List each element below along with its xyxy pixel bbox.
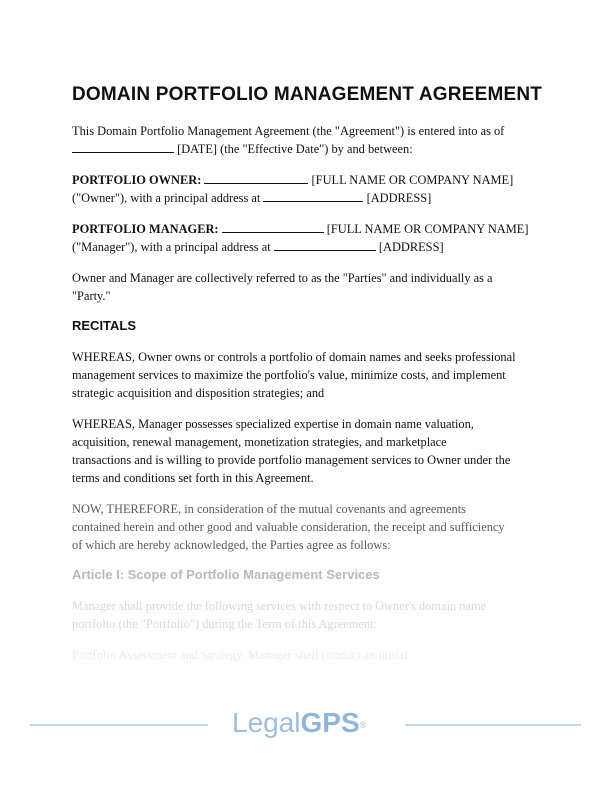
whereas2-line: WHEREAS, Manager possesses specialized expertise in domain name valuation, (72, 417, 474, 431)
whereas2-line: terms and conditions set forth in this Agreement. (72, 471, 314, 485)
document-body (72, 83, 550, 664)
parties-paragraph (72, 269, 550, 305)
parties-line-2: "Party." (72, 289, 111, 303)
manager-name-hint: [FULL NAME OR COMPANY NAME] (326, 222, 529, 236)
document-title: DOMAIN PORTFOLIO MANAGEMENT AGREEMENT (72, 84, 543, 105)
parties-line-1: Owner and Manager are collectively referred to as the "Parties" and individually as a (72, 271, 493, 285)
owner-name-hint: [FULL NAME OR COMPANY NAME] (311, 173, 514, 187)
whereas2-line: acquisition, renewal management, monetization strategies, and marketplace (72, 435, 447, 449)
manager-address-blank[interactable] (274, 240, 376, 251)
article-1-item-text: Portfolio Assessment and Strategy. Manager shall conduct an initial (72, 648, 408, 662)
date-blank[interactable] (72, 142, 174, 153)
recitals-heading: RECITALS (72, 318, 137, 333)
owner-paragraph (72, 171, 550, 207)
whereas2-line: transactions and is willing to provide portfolio management services to Owner under the (72, 453, 511, 467)
now-therefore-paragraph (72, 500, 550, 554)
now-therefore-line: contained herein and other good and valuable consideration, the receipt and sufficiency (72, 520, 505, 534)
manager-label: PORTFOLIO MANAGER: (72, 222, 219, 236)
now-therefore-line: NOW, THEREFORE, in consideration of the mutual covenants and agreements (72, 502, 467, 516)
owner-label: PORTFOLIO OWNER: (72, 173, 202, 187)
article-1-intro-line: Manager shall provide the following services with respect to Owner's domain name (72, 599, 487, 613)
whereas1-line: strategic acquisition and disposition strategies; and (72, 386, 325, 400)
article-1-intro-line: portfolio (the "Portfolio") during the Term of this Agreement: (72, 617, 377, 631)
footer (0, 700, 612, 750)
owner-name-blank[interactable] (204, 173, 308, 184)
owner-address-hint: [ADDRESS] (366, 191, 432, 205)
owner-address-blank[interactable] (263, 191, 363, 202)
now-therefore-line: of which are hereby acknowledged, the Parties agree as follows: (72, 538, 391, 552)
intro-line-1: This Domain Portfolio Management Agreement (the "Agreement") is entered into as of (72, 124, 505, 138)
intro-paragraph (72, 122, 550, 158)
logo-registered-mark: ® (359, 720, 367, 730)
manager-line-2: ("Manager"), with a principal address at (72, 240, 271, 254)
manager-name-blank[interactable] (222, 222, 324, 233)
logo-legal-text: Legal (232, 707, 301, 738)
whereas-paragraph-2 (72, 415, 550, 487)
owner-line-2: ("Owner"), with a principal address at (72, 191, 261, 205)
logo-gps-text: GPS (300, 707, 360, 738)
whereas1-line: WHEREAS, Owner owns or controls a portfolio of domain names and seeks professional (72, 350, 516, 364)
article-1-item (72, 646, 550, 664)
article-1-intro (72, 597, 550, 633)
article-1-heading: Article I: Scope of Portfolio Management Services (72, 567, 380, 582)
intro-line-2: [DATE] (the "Effective Date") by and between: (177, 142, 413, 156)
manager-paragraph (72, 220, 550, 256)
footer-divider-right (405, 724, 581, 726)
legalgps-logo (232, 706, 366, 740)
whereas1-line: management services to maximize the portfolio's value, minimize costs, and implement (72, 368, 506, 382)
footer-divider-left (30, 724, 208, 726)
whereas-paragraph-1 (72, 348, 550, 402)
manager-address-hint: [ADDRESS] (378, 240, 444, 254)
